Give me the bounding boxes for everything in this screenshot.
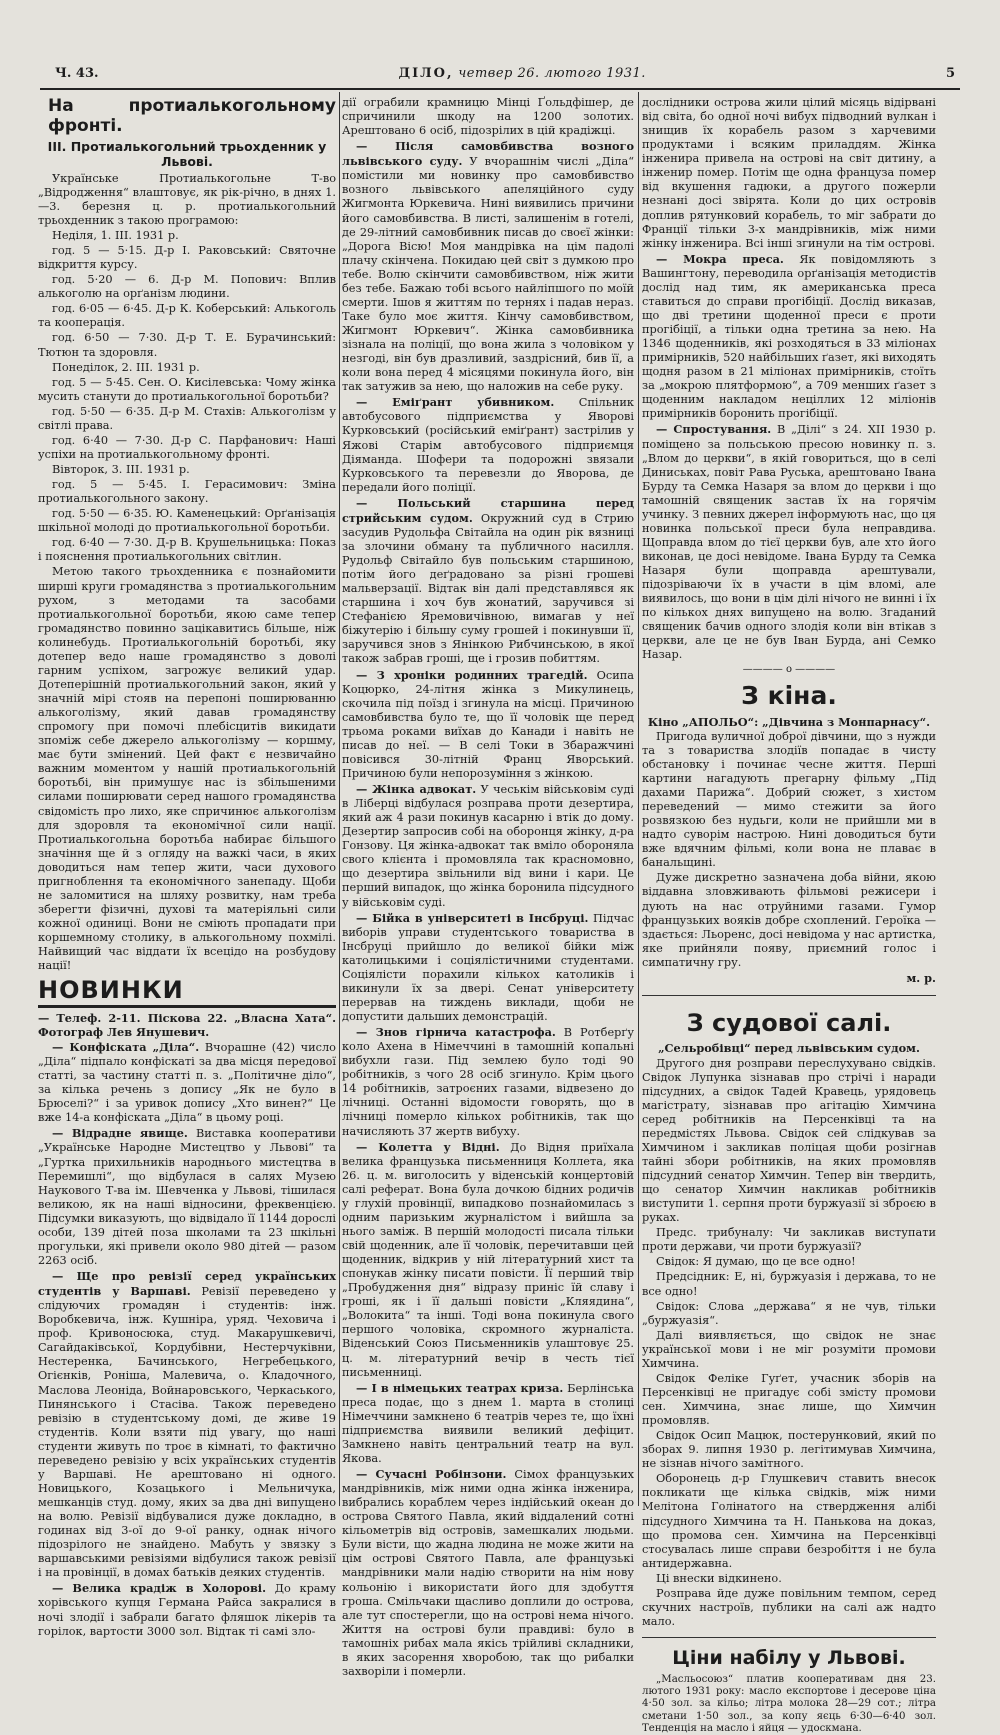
news-item	[342, 496, 634, 667]
column-divider	[339, 92, 340, 1506]
court-report-paragraph: Предс. трибуналу: Чи закликав виступати проти держави, чи проти буржуазії?	[642, 1226, 936, 1254]
news-item	[38, 1269, 336, 1580]
program-line: год. 5·50 — 6·35. Д-р М. Стахів: Алькоголізм у світлі права.	[38, 404, 336, 432]
news-item-title: — Після самовбивства возного львівського суду.	[342, 139, 634, 169]
page-number: 5	[945, 65, 955, 81]
news-item	[342, 668, 634, 782]
program-line: год. 5·20 — 6. Д-р М. Попович: Вплив алькоголю на орґанізм людини.	[38, 273, 336, 301]
section-heading-kino: З кіна.	[741, 680, 837, 710]
news-item	[642, 422, 936, 662]
news-item	[38, 1126, 336, 1268]
section-heading-sud: З судової салі.	[642, 995, 936, 1038]
program-line: год. 6·05 — 6·45. Д-р К. Коберський: Алькоголь та кооперація.	[38, 302, 336, 330]
news-item-title: — Сучасні Робінзони.	[356, 1467, 507, 1481]
court-report-paragraph: Далі виявляється, що свідок не знає української мови і не міг розуміти промови Химчина.	[642, 1328, 936, 1370]
news-item-text: Сімох французьких мандрівників, між ними одна жінка інженира, вибрались кораблем через індійський океан до острова Святого Павла, який віддалений сотні кільометрів від островів, замешкалих людьми. Були вісти, що жадна людина не може жити на цім острові Святого Павла, але французькі мандрівники мали надію створити на нім нову кольонію і використати його для здобуття гроша. Смільчаки щасливо доплили до острова, але тут спостерегли, що на острові нема нічого. Життя на острові були правдиві: було в тамошніх рибах мала якісь трійливі складники, в яких засорення хворобою, так що рибалки захворіли і померли.	[342, 1468, 634, 1678]
program-list	[38, 229, 336, 564]
news-item	[342, 1140, 634, 1380]
news-item-text: В „Ділі“ з 24. XII 1930 р. поміщено за польською пресою новинку п. з. „Влом до церкви“, в якій говориться, що в селі Диниськах, повіт Рава Руська, арештовано Івана Бурду та Семка Назаря за влом до церкви і що тамошній священик застав їх на горячім учинку. З певних джерел інформують нас, що ця новинка польської преси була неправдива. Щоправда влом до тієї церкви був, але хто його виконав, це досі невідоме. Івана Бурду та Семка Назаря були щоправда арештували, підозріваючи їх в участи в цім вломі, але виявилось, що вони в цім ділі нічого не винні і їх по кількох днях випущено на волю. Згаданий священик бачив одного злодія коли він втікав з церкви, але це не був Іван Бурда, ані Семко Назар.	[642, 423, 936, 662]
news-item	[38, 1581, 336, 1638]
news-item-text: До краму хорівського купця Германа Райса закралися в ночі злодії і забрали багато фляшок лікерів та горілок, вартости 3000 зол. Відтак ті самі зло-	[38, 1582, 336, 1638]
column-2	[342, 96, 635, 1678]
program-line: Неділя, 1. III. 1931 р.	[52, 229, 179, 243]
news-item-text: Окружний суд в Стрию засудив Рудольфа Світайла на один рік вязниці за злочини обману та публичного насилля. Рудольф Світайло був польським старшиною, потім його деґрадовано за різні грошеві мальверзації. Відтак він далі представлявся як старшина і хоч був жонатий, заручився зі Стефанією Яремовичівною, вимагав у неї біжутерію і більшу суму грошей і покинувши її, заручився знов з Янінкою Рибчинською, в якої також забрав гроші, ще і грозив побиттям.	[342, 511, 634, 666]
issue-date: четвер 26. лютого 1931.	[458, 65, 646, 81]
court-report-paragraph: Оборонець д-р Глушкевич ставить внесок покликати ще кілька свідків, між ними Мелітона Голінатого на ствердження алібі підсудного Химчина та Н. Панькова на доказ, що промова сен. Химчина на Персенківці стосувалась лише справи безробіття і не була антидержавна.	[642, 1472, 936, 1570]
news-item-title: — Еміґрант убивником.	[356, 395, 555, 410]
court-report-paragraph: Свідок Осип Мацюк, постерунковий, який по зборах 9. липня 1930 р. легітимував Химчина, не зізнав нічого замітного.	[642, 1429, 936, 1471]
top-rule	[40, 88, 960, 90]
program-line: год. 5 — 5·45. Сен. О. Кисілевська: Чому жінка мусить станути до протиалькогольної боротьби?	[38, 375, 336, 403]
news-list	[38, 1040, 336, 1639]
news-item-text: У чеськім військовім суді в Ліберці відбулася розправа проти дезертира, який аж 4 рази покинув касарню і втік до дому. Дезертир запросив собі на оборонця жінку, д-ра Гонзову. Ця жінка-адвокат так вміло обороняла свого клієнта і промовляла так красномовно, що дезертира звільнили від вини і кари. Це перший випадок, що жінка боронила підсудного у військовім суді.	[342, 783, 635, 909]
news-item	[342, 1381, 634, 1466]
article-body: Метою такого трьохденника є познайомити ширші круги громадянства з протиалькогольним рухом, з методами та засобами протиалькогольної боротьби, якою саме тепер громадянство повинно зацікавитись більше, ніж колинебудь. Протиалькогольній боротьбі, яку дотепер ведо наше громадянство з доволі гарним успіхом, загрожує великий удар. Дотеперішній протиалькогольний закон, який у значній мірі стояв на перепоні поширюванню алькоголізму, який давав громадянству спромогу при помочі плебісцитів викидати зпоміж себе джерело алькоголізму — коршму, має бути змінений. Цей факт є незвичайно важним моментом у нашій протиалькогольній боротьбі, він примушує нас із збільшеними силами поширювати серед нашого громадянства свідомість про лихо, яке спричинює алькоголізм для здоровля та економічної сили нації. Протиалькогольна боротьба набирає більшого значіння ще й з огляду на важкі часи, в яких доводиться нам тепер жити, часи духового пригноблення та економічного занепаду. Щоби не заломитися на шляху розвитку, нам треба зберегти фізичні, духові та матеріяльні сили кожної одиниці. Вони не сміють пропадати при коршемному столику, в алькогольному похмілі. Найвищий час віддати їх всецідо на розбудову нації!	[38, 565, 336, 973]
news-item-text: Спільник автобусового підприємства у Яворові Курковський (російський еміґрант) застрілив у Яжові Старім автобусового підприємця Діяманда. Шофери та подорожні звязали Курковського та перевезли до Яворова, де передали його поліції.	[342, 396, 634, 494]
court-report-paragraph: Свідок Феліке Гуґет, учасник зборів на Персенківці не пригадує собі змісту промови сен. Химчина, знає лише, що Химчин промовляв.	[642, 1371, 936, 1428]
issue-number: Ч. 43.	[55, 65, 99, 81]
kino-subtitle: Кіно „АПОЛЬО“: „Дівчина з Монпарнасу“.	[647, 714, 931, 729]
news-item-text: Підчас виборів управи студентського товариства в Інсбруці прийшло до великої бійки між католицькими і соціялістичними студентами. Соціялісти порахили кількох католиків і викинули їх за двері. Сенат університету перервав на тиждень виклади, щоби не допустити дальших демонстрацій.	[342, 911, 635, 1023]
kino-review-paragraph: Дуже дискретно зазначена доба війни, якою віддавна зловживають фільмові режисери і дують на нас отруйними газами. Гумор французьких вояків добре схоплений. Героїка — здається: Льоренс, досі невідома у нас артистка, яке прийняли появу, приємний голос і симпатичну гру.	[642, 871, 936, 969]
column-1	[38, 96, 337, 1638]
program-line: год. 5·50 — 6·35. Ю. Каменецький: Орґанізація шкільної молоді до протиалькогольної боротьби.	[38, 507, 336, 535]
news-item-text: В Ротберґу коло Ахена в Німеччині в тамошній копальні вибухли гази. Під землею було тоді 90 робітників, з чого 28 осіб згинуло. Крім цього 14 робітників, затроєних газами, відвезено до лічниці. Останні відомости говорять, що в лічниці померло кількох робітників, так що начисляють 37 жертв вибуху.	[342, 1026, 634, 1138]
news-item-title: — Жінка адвокат.	[356, 782, 477, 796]
court-report-paragraph: Ці внески відкинено.	[656, 1571, 782, 1585]
program-line: Вівторок, 3. III. 1931 р.	[52, 463, 190, 477]
article-intro: Українське Протиалькогольне Т-во „Відродження“ влаштовує, як рік-річно, в днях 1.—3. березня ц. р. протиалькогольний трьохденник з такою програмою:	[38, 171, 336, 227]
court-report-paragraph: Свідок: Слова „держава“ я не чув, тільки „буржуазія“.	[642, 1299, 936, 1327]
news-list	[642, 252, 936, 663]
news-item-text: Виставка кооперативи „Українське Народне Мистецтво у Львові“ та „Гуртка прихильників народнього мистецтва в Перемишлі“, що відбулася в салях Музею Наукового Т-ва ім. Шевченка у Львові, тішилася великою, як на наші відносини, фреквенцією. Підсумки виказують, що відвідало її 1144 дорослі особи, 139 дітей поза школами та 23 шкільні прогульки, які привели около 980 дітей — разом 2263 осіб.	[38, 1127, 336, 1267]
court-report-paragraph: Розправа йде дуже повільним темпом, серед скучних настроїв, публики на салі аж надто мало.	[642, 1586, 936, 1628]
news-item	[342, 782, 634, 910]
column-divider	[638, 92, 639, 1506]
news-item	[342, 395, 634, 494]
news-item-title: — Ще про ревізії серед українських студентів у Варшаві.	[38, 1269, 336, 1299]
news-item	[342, 1025, 634, 1139]
news-item-text: Ревізії переведено у слідуючих громадян і студентів: інж. Воробкевича, інж. Кушніра, уряд. Чеховича і проф. Кривоносюка, студ. Макарушкевичі, Сагайдаківської, Кордубівни, Нестерчуківни, Нестеренка, Бачинського, Негребецького, Огієнків, Роніша, Малевича, о. Кладочного, Маслова Леоніда, Войнаровського, Черкаського, Пинянського і Стасіва. Також переведено ревізію в студентському домі, де живе 19 студентів. Коли взяти під увагу, що наші студенти живуть по троє в кімнаті, то фактично переведено ревізію у всіх українських студентів у Варшаві. Не арештовано ні одного. Новицького, Козацького і Мельничука, мешканців студ. дому, яких за два дні випущено на волю. Ревізії відбувалися дуже докладно, в годинах від 3-ої до 9-ої ранку, однак нічого підозрілого не знайдено. Мабуть у звязку з варшавськими ревізіями відбулися також ревізії і на провінції, в домах батьків деяких студентів.	[38, 1285, 337, 1580]
news-item-title: — Спростування.	[656, 422, 772, 437]
continued-text: дослідники острова жили цілий місяць відірвані від світа, бо одної ночі вибух підводний вулкан і знищив їх корабель разом з харчевими продуктами і всяким приладдям. Жінка інженира привела на острові на світ дитину, а інженир помер. Потім ще одна француза помер від вкушення гадюки, а другого пожерли незнані досі звірята. Коли до цих островів доплив рятунковий корабель, то міг забрати до Франції тільки 3-х мандрівників, між ними жінку інженира. Всі інші згинули на тім острові.	[642, 96, 936, 250]
court-report-paragraph: Предсідник: Е, ні, буржуазія і держава, то не все одно!	[642, 1270, 936, 1298]
masthead-center	[399, 66, 646, 81]
news-item-title: — З хроніки родинних трагедій.	[356, 667, 588, 682]
court-report-paragraph: Другого дня розправи переслухувано свідків. Свідок Лупунка зізнавав про стрічі і наради підсудних, а свідок Тадей Кравець, урядовець магістрату, зізнавав про агітацію Химчина серед робітників на Персенківці та на передмістях Львова. Свідок сей слідкував за Химчином і закликав поліцая щоби розігнав тайні збори робітників, на яких промовляв підсудний сенатор Химчин. Тепер він твердить, що сенатор Химчин накликав робітників виступити 1. серпня проти буржуазії зі зброєю в руках.	[642, 1056, 936, 1225]
news-item-text: Як повідомляють з Вашингтону, переводила орґанізація методистів дослід над тим, як американська преса ставиться до справи прогібіції. Дослід виказав, що дві третини щоденної преси є проти прогібіції, а тільки одна третина за нею. На 1346 щоденників, які розходяться в 33 міліонах примірників, 520 найбільших ґазет, які виходять щодня разом в 21 міліонах примірників, стоїть за „мокрою плятформою“, а 709 менших ґазет з щоденним накладом неціллих 12 міліонів примірників боронить прогібіції.	[642, 252, 936, 421]
news-item-title: — Знов гірнича катастрофа.	[356, 1025, 556, 1040]
photographer-ad: — Телеф. 2-11. Піскова 22. „Власна Хата“. Фотограф Лев Янушевич.	[38, 1010, 336, 1039]
article-title: На протиалькогольному фронті.	[48, 96, 336, 137]
program-line: год. 6·40 — 7·30. Д-р В. Крушельницька: Показ і пояснення протиалькогольних світлин.	[38, 536, 336, 564]
column-3	[642, 96, 936, 1734]
news-item	[342, 1467, 634, 1679]
ornament-divider: ———— o ————	[742, 663, 836, 675]
paper-name: ДІЛО,	[398, 65, 454, 81]
news-item-text: У вчорашнім числі „Діла“ помістили ми новинку про самовбивство возного львівського апеляційного суду Жигмонта Юркевича. Нині виявились причини його самовбивства. В листі, залишенім в готелі, де 29-літний самовбивник писав до своєї жінки: „Дорога Вісю! Моя мандрівка на цім падолі плачу скінчена. Покидаю цей світ з думкою про тебе. Волю скінчити самовбивством, ніж жити без тебе. Бажаю тобі всього найліпшого по моїй смерти. Ішов я життям по тернях і падав нераз. Таке було моє життя. Кінчу самовбивством, Жигмонт Юркевич“. Жінка самовбивника зізнала на поліції, що вона жила з чоловіком у незгоді, він був дразливий, заздрісний, бив її, а коли вона перед 4 місяцями покинула його, він так затужив за нею, що наложив на себе руку.	[342, 155, 634, 394]
news-item	[342, 911, 634, 1025]
news-item-text: Берлінська преса подає, що з днем 1. марта в столиці Німеччини замкнено 6 театрів через те, що їхні підприємства виявили великий дефіцит. Замкнено навіть центральний театр на вул. Якова.	[342, 1381, 634, 1465]
news-list	[342, 139, 634, 1679]
news-item-title: — Бійка в університеті в Інсбруці.	[356, 910, 589, 925]
news-item	[342, 139, 634, 394]
prices-text: „Масльосоюз“ платив кооперативам дня 23. лютого 1931 року: масло експортове і десерове ціна 4·50 зол. за кільо; літра молока 28—29 сот.; літра сметани 1·50 зол., за копу яєць 6·30—6·40 зол. Тенденція на масло і яйця — удоскмана.	[642, 1673, 936, 1734]
section-heading-novynky: НОВИНКИ	[38, 977, 336, 1008]
news-item-title: — Польський старшина перед стрийським судом.	[342, 495, 634, 525]
news-item	[642, 252, 936, 422]
masthead	[55, 60, 955, 86]
court-report	[642, 1057, 936, 1630]
kino-review-paragraph: Пригода вуличної доброї дівчини, що з нужди та з товариства злодіїв попадає в чисту обстановку і починає чесне життя. Перші картини нагадують прегарну фільму „Під дахами Парижа“. Добрий сюжет, з хистом переведений — мимо стежити за його розвязкою без нудьги, коли не прийшли ми в надто суворім настрою. Нині доводиться бути вже вдячним фільмі, коли вона не плаває в банальщині.	[642, 729, 936, 870]
program-line: год. 5 — 5·15. Д-р І. Раковський: Святочне відкриття курсу.	[38, 244, 336, 272]
section-heading-ciny: Ціни набілу у Львові.	[642, 1637, 936, 1670]
program-line: год. 5 — 5·45. І. Герасимович: Зміна протиалькогольного закону.	[38, 478, 336, 506]
news-item-text: До Відня приїхала велика французька письменниця Коллета, яка 26. ц. м. виголосить у віденській концертовій салі реферат. Вона була дочкою бідних родичів у глухій провінції, випадково познайомилась з одним паризьким журналістом і вийшла за нього заміж. В першій молодості писала тільки свій щоденник, але її чоловік, перечитавши цей щоденник, відкрив у ній літературний хист та спонукав жінку писати повісти. Її перший твір „Пробудження дня“ відразу приніс їй славу і гроші, як і її дальші повісти „Кляядина“, „Волокита“ та інші. Тоді вона покинула свого першого чоловіка, скромного журналіста. Віденський Союз Письменників улаштовує 25. ц. м. літературний вечір в честь тієї письменниці.	[342, 1140, 634, 1379]
kino-signature: м. р.	[906, 970, 936, 985]
program-line: год. 6·40 — 7·30. Д-р С. Парфанович: Наші успіхи на протиалькогольному фронті.	[38, 433, 336, 461]
news-item-title: — Відрадне явище.	[52, 1126, 188, 1141]
news-item-title: — Колетта у Відні.	[356, 1139, 500, 1154]
continued-text: дії ограбили крамницю Мінці Ґольдфішер, де спричинили шкоду на 1200 золотих. Арештовано 6 осіб, підозрілих в цій крадіжці.	[342, 96, 634, 138]
news-item-title: — Конфіската „Діла“.	[52, 1040, 200, 1054]
sud-subtitle: „Сельробівці“ перед львівським судом.	[658, 1041, 920, 1056]
program-line: Понеділок, 2. III. 1931 р.	[52, 360, 200, 374]
news-item-title: — Велика крадіж в Холорові.	[52, 1581, 267, 1596]
news-item-text: Вчорашне (42) число „Діла“ підпало конфіскаті за два місця передової статті, за частину статті п. з. „Політичне діло“, за кілька речень з допису „Як не було в Брюселі?“ і за уривок допису „Хто винен?“ Це вже 14-а конфіската „Діла“ в цьому році.	[38, 1041, 336, 1125]
court-report-paragraph: Свідок: Я думаю, що це все одно!	[656, 1255, 856, 1269]
news-item	[38, 1040, 336, 1125]
news-item-title: — І в німецьких театрах криза.	[356, 1380, 564, 1395]
program-line: год. 6·50 — 7·30. Д-р Т. Е. Бурачинський: Тютюн та здоровля.	[38, 331, 336, 359]
article-subtitle: III. Протиалькогольний трьохденник у Львові.	[47, 138, 327, 169]
news-item-text: Осипа Коцюрко, 24-літня жінка з Микулинець, скочила під поїзд і згинула на місці. Причиною самовбивства було те, що її чоловік ще перед трьома роками виїхав до Канади і навіть не писав до неї. — В селі Токи в Збаражчині повісився 30-літній Франц Яворський. Причиною були непорозуміння з жінкою.	[342, 668, 634, 780]
news-item-title: — Мокра преса.	[656, 251, 784, 266]
